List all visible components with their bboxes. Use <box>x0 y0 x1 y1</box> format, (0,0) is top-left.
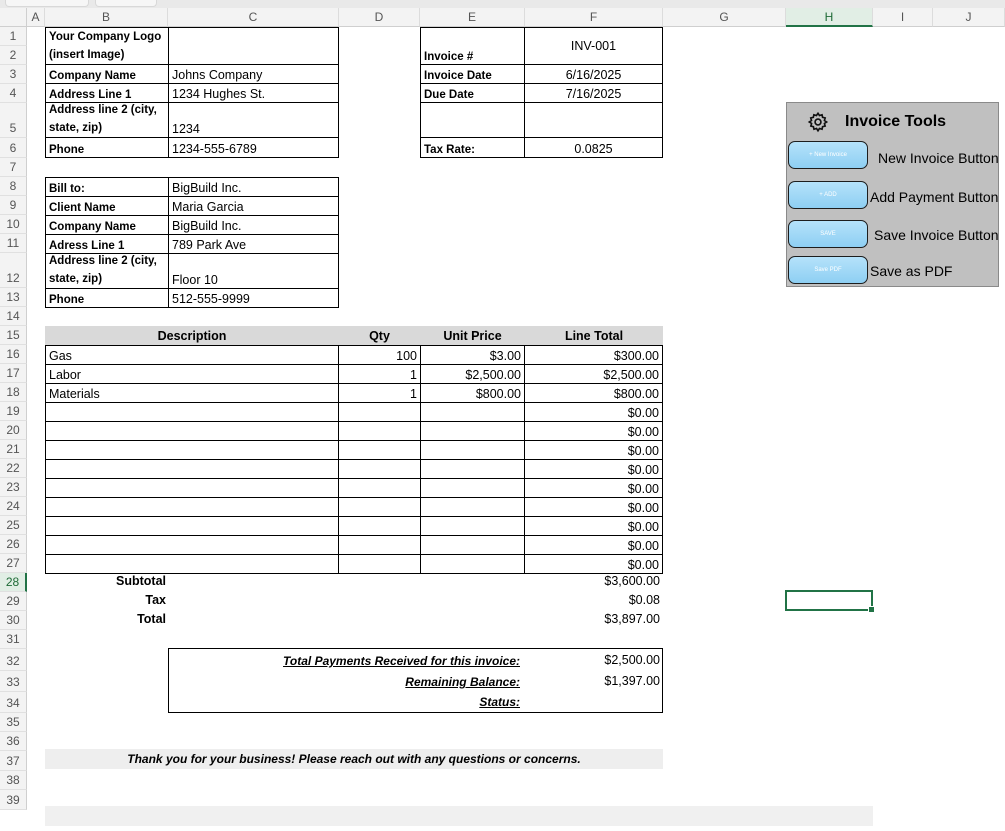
item-desc-cell[interactable] <box>45 345 339 365</box>
row-header-39[interactable] <box>0 790 27 810</box>
item-price-cell[interactable] <box>420 402 525 422</box>
row-number: 18 <box>6 385 20 399</box>
new-invoice-button-label: New Invoice Button <box>878 150 999 166</box>
row-header-17[interactable] <box>0 364 27 383</box>
row-number: 2 <box>9 48 17 62</box>
items-header-line-total[interactable]: Line Total <box>525 326 663 345</box>
row-number: 19 <box>6 404 20 418</box>
row-header-22[interactable] <box>0 459 27 478</box>
item-total-text: $300.00 <box>613 349 659 363</box>
item-total-text: $0.00 <box>627 539 659 553</box>
item-total-cell[interactable] <box>524 421 663 441</box>
item-qty-cell[interactable] <box>338 516 421 536</box>
row-number: 24 <box>6 499 20 513</box>
column-header-f[interactable]: F <box>525 8 663 27</box>
item-qty-cell[interactable] <box>338 383 421 403</box>
column-header-e[interactable]: E <box>420 8 525 27</box>
item-total-text: $800.00 <box>613 387 659 401</box>
item-total-cell[interactable] <box>524 535 663 555</box>
row-header-34[interactable] <box>0 692 27 713</box>
item-qty-cell[interactable] <box>338 478 421 498</box>
item-price-cell[interactable] <box>420 535 525 555</box>
item-total-cell[interactable] <box>524 364 663 384</box>
item-qty-cell[interactable] <box>338 345 421 365</box>
item-qty-cell[interactable] <box>338 440 421 460</box>
row-header-15[interactable] <box>0 326 27 345</box>
bill-to-value[interactable]: BigBuild Inc. <box>168 177 339 197</box>
client-name-value[interactable]: Maria Garcia <box>168 196 339 216</box>
row-header-1[interactable] <box>0 27 27 46</box>
item-price-cell[interactable] <box>420 459 525 479</box>
company-addr2-value[interactable]: 1234 <box>168 102 339 138</box>
client-addr2-value[interactable]: Floor 10 <box>168 253 339 289</box>
row-number: 12 <box>6 271 20 285</box>
row-header-16[interactable] <box>0 345 27 364</box>
invoice-blank-label[interactable] <box>420 102 525 138</box>
company-addr1-label[interactable]: Address Line 1 <box>45 83 169 103</box>
item-total-text: $0.00 <box>627 520 659 534</box>
item-qty-cell[interactable] <box>338 497 421 517</box>
row-header-31[interactable] <box>0 630 27 649</box>
row-number: 32 <box>6 654 20 668</box>
client-addr2-label[interactable]: Address line 2 (city, state, zip) <box>45 253 169 289</box>
company-addr1-value[interactable]: 1234 Hughes St. <box>168 83 339 103</box>
row-header-32[interactable] <box>0 649 27 671</box>
item-total-cell[interactable] <box>524 554 663 574</box>
item-qty-text: 100 <box>396 349 417 363</box>
payments-received-label[interactable]: Total Payments Received for this invoice: <box>283 654 520 668</box>
company-name-value[interactable]: Johns Company <box>168 64 339 84</box>
items-header-qty[interactable]: Qty <box>339 326 420 345</box>
client-phone-value[interactable]: 512-555-9999 <box>168 288 339 308</box>
item-desc-cell[interactable] <box>45 421 339 441</box>
row-number: 16 <box>6 347 20 361</box>
row-header-25[interactable] <box>0 516 27 535</box>
row-header-35[interactable] <box>0 713 27 732</box>
client-name-label[interactable]: Client Name <box>45 196 169 216</box>
item-desc-text: Labor <box>49 368 81 382</box>
due-date-value[interactable]: 7/16/2025 <box>524 83 663 103</box>
row-number: 7 <box>9 160 17 174</box>
client-phone-label[interactable]: Phone <box>45 288 169 308</box>
item-qty-cell[interactable] <box>338 459 421 479</box>
items-header-unit-price[interactable]: Unit Price <box>420 326 525 345</box>
row-header-10[interactable] <box>0 215 27 234</box>
save-pdf-button-label: Save as PDF <box>870 263 953 279</box>
row-header-3[interactable] <box>0 65 27 84</box>
row-header-6[interactable] <box>0 138 27 158</box>
item-qty-cell[interactable] <box>338 554 421 574</box>
row-number: 21 <box>6 442 20 456</box>
row-header-23[interactable] <box>0 478 27 497</box>
row-number: 15 <box>6 328 20 342</box>
item-price-cell[interactable] <box>420 497 525 517</box>
row-number: 3 <box>9 67 17 81</box>
company-phone-value[interactable]: 1234-555-6789 <box>168 137 339 158</box>
item-price-cell[interactable] <box>420 383 525 403</box>
item-price-cell[interactable] <box>420 478 525 498</box>
item-total-text: $0.00 <box>627 425 659 439</box>
item-total-cell[interactable] <box>524 383 663 403</box>
row-header-38[interactable] <box>0 771 27 790</box>
column-header-b[interactable]: B <box>45 8 168 27</box>
client-addr1-value[interactable]: 789 Park Ave <box>168 234 339 254</box>
invoice-date-label[interactable]: Invoice Date <box>420 64 525 84</box>
column-header-h[interactable]: H <box>786 8 873 27</box>
tax-rate-value[interactable]: 0.0825 <box>524 137 663 158</box>
row-number: 31 <box>6 632 20 646</box>
item-total-cell[interactable] <box>524 497 663 517</box>
row-number: 29 <box>6 594 20 608</box>
item-desc-cell[interactable] <box>45 478 339 498</box>
row-header-4[interactable] <box>0 84 27 103</box>
item-desc-text: Materials <box>49 387 100 401</box>
column-header-c[interactable]: C <box>168 8 339 27</box>
item-desc-text: Gas <box>49 349 72 363</box>
row-header-33[interactable] <box>0 671 27 692</box>
save-pdf-button[interactable]: Save PDF <box>788 256 868 284</box>
item-price-cell[interactable] <box>420 345 525 365</box>
item-total-text: $0.00 <box>627 558 659 572</box>
item-price-text: $800.00 <box>475 387 521 401</box>
row-number: 14 <box>6 309 20 323</box>
row-header-7[interactable] <box>0 158 27 177</box>
invoice-number-label[interactable]: Invoice # <box>420 27 525 65</box>
tax-rate-label[interactable]: Tax Rate: <box>420 137 525 158</box>
company-addr2-label[interactable]: Address line 2 (city, state, zip) <box>45 102 169 138</box>
items-header-description[interactable]: Description <box>45 326 339 345</box>
row-header-27[interactable] <box>0 554 27 573</box>
row-number: 37 <box>6 754 20 768</box>
row-number: 33 <box>6 675 20 689</box>
row-header-19[interactable] <box>0 402 27 421</box>
row-number: 39 <box>6 793 20 807</box>
item-total-text: $0.00 <box>627 463 659 477</box>
item-total-cell[interactable] <box>524 459 663 479</box>
row-header-36[interactable] <box>0 732 27 751</box>
gear-icon <box>807 111 829 133</box>
row-number: 26 <box>6 537 20 551</box>
item-total-text: $2,500.00 <box>603 368 659 382</box>
invoice-date-value[interactable]: 6/16/2025 <box>524 64 663 84</box>
total-value[interactable]: $3,897.00 <box>604 612 660 626</box>
row-header-11[interactable] <box>0 234 27 253</box>
company-logo-cell[interactable] <box>168 27 339 65</box>
row-header-37[interactable] <box>0 751 27 771</box>
row-number: 20 <box>6 423 20 437</box>
subtotal-value[interactable]: $3,600.00 <box>604 574 660 588</box>
due-date-label[interactable]: Due Date <box>420 83 525 103</box>
item-desc-cell[interactable] <box>45 535 339 555</box>
row-number: 6 <box>9 141 17 155</box>
row-number: 10 <box>6 217 20 231</box>
item-desc-cell[interactable] <box>45 383 339 403</box>
row-number: 4 <box>9 86 17 100</box>
name-box-edge <box>95 0 157 7</box>
item-desc-cell[interactable] <box>45 364 339 384</box>
item-desc-cell[interactable] <box>45 497 339 517</box>
payments-received-value[interactable]: $2,500.00 <box>604 653 660 667</box>
row-header-8[interactable] <box>0 177 27 196</box>
row-number: 38 <box>6 773 20 787</box>
item-price-cell[interactable] <box>420 421 525 441</box>
invoice-tools-panel <box>786 102 999 287</box>
item-desc-cell[interactable] <box>45 554 339 574</box>
item-qty-cell[interactable] <box>338 364 421 384</box>
row-number: 30 <box>6 613 20 627</box>
subtotal-label[interactable]: Subtotal <box>116 574 166 588</box>
item-qty-cell[interactable] <box>338 535 421 555</box>
row-number: 36 <box>6 734 20 748</box>
item-total-cell[interactable] <box>524 478 663 498</box>
row-number: 35 <box>6 715 20 729</box>
row-number: 11 <box>6 236 20 250</box>
row-header-21[interactable] <box>0 440 27 459</box>
item-qty-text: 1 <box>410 387 417 401</box>
item-qty-cell[interactable] <box>338 402 421 422</box>
add-payment-button[interactable]: + ADD <box>788 181 868 209</box>
column-header-j[interactable]: J <box>933 8 1005 27</box>
row-number: 9 <box>9 198 17 212</box>
item-total-cell[interactable] <box>524 440 663 460</box>
item-total-text: $0.00 <box>627 444 659 458</box>
invoice-tools-title: Invoice Tools <box>845 113 947 130</box>
row-header-14[interactable] <box>0 307 27 326</box>
thank-you-note[interactable]: Thank you for your business! Please reach out with any questions or concerns. <box>45 749 663 769</box>
column-header-d[interactable]: D <box>339 8 420 27</box>
status-label[interactable]: Status: <box>479 695 520 709</box>
bill-to-label[interactable]: Bill to: <box>45 177 169 197</box>
row-header-24[interactable] <box>0 497 27 516</box>
row-number: 5 <box>9 121 17 135</box>
row-header-20[interactable] <box>0 421 27 440</box>
save-invoice-button-label: Save Invoice Button <box>874 227 999 243</box>
item-total-cell[interactable] <box>524 345 663 365</box>
item-total-cell[interactable] <box>524 402 663 422</box>
row-number: 8 <box>9 179 17 193</box>
row-number: 28 <box>5 575 20 589</box>
item-price-text: $3.00 <box>489 349 521 363</box>
total-label[interactable]: Total <box>137 612 166 626</box>
item-desc-cell[interactable] <box>45 402 339 422</box>
remaining-balance-value[interactable]: $1,397.00 <box>604 674 660 688</box>
row-number: 23 <box>6 480 20 494</box>
row-number: 34 <box>6 696 20 710</box>
row-number: 13 <box>6 290 20 304</box>
company-logo-label[interactable]: Your Company Logo (insert Image) <box>45 27 169 65</box>
client-company-value[interactable]: BigBuild Inc. <box>168 215 339 235</box>
row-header-18[interactable] <box>0 383 27 402</box>
column-header-i[interactable]: I <box>873 8 933 27</box>
item-total-cell[interactable] <box>524 516 663 536</box>
row-header-13[interactable] <box>0 288 27 307</box>
item-desc-cell[interactable] <box>45 459 339 479</box>
item-total-text: $0.00 <box>627 482 659 496</box>
item-price-cell[interactable] <box>420 516 525 536</box>
client-addr1-label[interactable]: Adress Line 1 <box>45 234 169 254</box>
item-price-cell[interactable] <box>420 364 525 384</box>
item-qty-text: 1 <box>410 368 417 382</box>
remaining-balance-label[interactable]: Remaining Balance: <box>405 675 520 689</box>
save-invoice-button[interactable]: SAVE <box>788 220 868 248</box>
item-total-text: $0.00 <box>627 501 659 515</box>
item-price-cell[interactable] <box>420 554 525 574</box>
add-payment-button-label: Add Payment Button <box>870 189 999 205</box>
client-company-label[interactable]: Company Name <box>45 215 169 235</box>
row-number: 22 <box>6 461 20 475</box>
company-phone-label[interactable]: Phone <box>45 137 169 158</box>
item-desc-cell[interactable] <box>45 516 339 536</box>
select-all-corner[interactable] <box>0 8 27 27</box>
item-qty-cell[interactable] <box>338 421 421 441</box>
row-header-9[interactable] <box>0 196 27 215</box>
row-number: 27 <box>6 556 20 570</box>
row-number: 25 <box>6 518 20 532</box>
row-number: 17 <box>6 366 20 380</box>
item-price-cell[interactable] <box>420 440 525 460</box>
tax-value[interactable]: $0.08 <box>628 593 660 607</box>
company-name-label[interactable]: Company Name <box>45 64 169 84</box>
item-price-text: $2,500.00 <box>465 368 521 382</box>
invoice-number-value[interactable]: INV-001 <box>524 27 663 65</box>
invoice-blank-value[interactable] <box>524 102 663 138</box>
row-header-26[interactable] <box>0 535 27 554</box>
new-invoice-button[interactable]: + New Invoice <box>788 141 868 169</box>
item-total-text: $0.00 <box>627 406 659 420</box>
row-header-5[interactable] <box>0 103 27 138</box>
row-header-2[interactable] <box>0 46 27 65</box>
column-header-g[interactable]: G <box>663 8 786 27</box>
footer-shaded-row <box>45 806 873 826</box>
item-desc-cell[interactable] <box>45 440 339 460</box>
tax-label[interactable]: Tax <box>145 593 166 607</box>
row-number: 1 <box>9 29 17 43</box>
active-cell-h28[interactable] <box>785 590 873 611</box>
column-header-a[interactable]: A <box>27 8 45 27</box>
row-header-12[interactable] <box>0 253 27 288</box>
ribbon-edge <box>0 0 1005 8</box>
formula-bar-edge <box>5 0 89 7</box>
